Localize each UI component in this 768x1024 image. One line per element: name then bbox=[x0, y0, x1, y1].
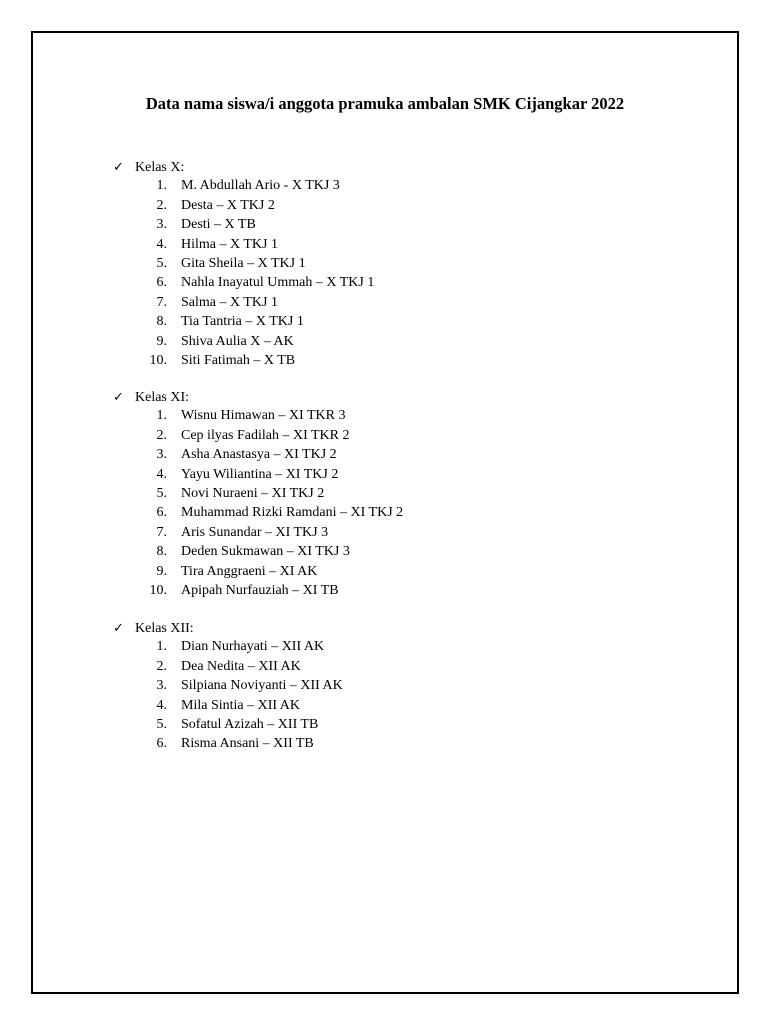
item-number: 7. bbox=[156, 524, 167, 540]
item-text: Hilma – X TKJ 1 bbox=[181, 236, 278, 252]
item-text: Siti Fatimah – X TB bbox=[181, 352, 296, 368]
item-text: Mila Sintia – XII AK bbox=[181, 697, 300, 713]
item-number: 4. bbox=[156, 236, 167, 252]
item-text: Asha Anastasya – XI TKJ 2 bbox=[181, 447, 337, 463]
item-text: Wisnu Himawan – XI TKR 3 bbox=[181, 408, 346, 424]
item-number: 5. bbox=[156, 485, 167, 501]
item-number: 9. bbox=[156, 333, 167, 349]
section-heading bbox=[113, 157, 184, 177]
section-heading-label: Kelas X: bbox=[135, 160, 185, 175]
item-number: 7. bbox=[156, 294, 167, 310]
item-number: 2. bbox=[156, 197, 167, 213]
document-title: Data nama siswa/i anggota pramuka ambalan SMK Cijangkar 2022 bbox=[145, 94, 625, 113]
checkmark-icon: ✓ bbox=[113, 620, 124, 635]
item-text: Sofatul Azizah – XII TB bbox=[181, 716, 319, 732]
item-text: Muhammad Rizki Ramdani – XI TKJ 2 bbox=[181, 505, 404, 521]
document-page bbox=[31, 31, 739, 994]
item-number: 4. bbox=[156, 466, 167, 482]
item-number: 6. bbox=[156, 505, 167, 521]
item-number: 10. bbox=[149, 582, 167, 598]
item-text: Tia Tantria – X TKJ 1 bbox=[181, 314, 304, 330]
item-text: Cep ilyas Fadilah – XI TKR 2 bbox=[181, 427, 350, 443]
item-number: 2. bbox=[156, 427, 167, 443]
item-text: Aris Sunandar – XI TKJ 3 bbox=[181, 524, 329, 540]
item-number: 8. bbox=[156, 314, 167, 330]
item-text: Apipah Nurfauziah – XI TB bbox=[181, 582, 339, 598]
item-text: Salma – X TKJ 1 bbox=[181, 294, 278, 310]
item-number: 1. bbox=[156, 408, 167, 424]
item-text: Nahla Inayatul Ummah – X TKJ 1 bbox=[181, 275, 375, 291]
item-number: 3. bbox=[156, 217, 167, 233]
section-heading bbox=[113, 387, 189, 407]
item-number: 4. bbox=[156, 697, 167, 713]
item-text: Desti – X TB bbox=[181, 217, 256, 233]
item-number: 5. bbox=[156, 255, 167, 271]
item-number: 1. bbox=[156, 639, 167, 655]
item-text: M. Abdullah Ario - X TKJ 3 bbox=[181, 178, 340, 194]
section-heading-label: Kelas XI: bbox=[135, 390, 190, 405]
item-text: Risma Ansani – XII TB bbox=[181, 736, 314, 752]
section-heading-label: Kelas XII: bbox=[135, 621, 194, 636]
checkmark-icon: ✓ bbox=[113, 389, 124, 404]
item-text: Yayu Wiliantina – XI TKJ 2 bbox=[181, 466, 339, 482]
item-number: 6. bbox=[156, 275, 167, 291]
item-number: 10. bbox=[149, 352, 167, 368]
section-heading bbox=[113, 618, 194, 638]
item-text: Silpiana Noviyanti – XII AK bbox=[181, 678, 343, 694]
item-text: Gita Sheila – X TKJ 1 bbox=[181, 255, 306, 271]
item-text: Dea Nedita – XII AK bbox=[181, 658, 301, 674]
item-number: 6. bbox=[156, 736, 167, 752]
item-text: Desta – X TKJ 2 bbox=[181, 197, 275, 213]
item-text: Novi Nuraeni – XI TKJ 2 bbox=[181, 485, 325, 501]
item-number: 3. bbox=[156, 678, 167, 694]
item-number: 8. bbox=[156, 544, 167, 560]
item-text: Dian Nurhayati – XII AK bbox=[181, 639, 325, 655]
item-number: 1. bbox=[156, 178, 167, 194]
item-number: 5. bbox=[156, 716, 167, 732]
item-text: Deden Sukmawan – XI TKJ 3 bbox=[181, 544, 350, 560]
item-number: 3. bbox=[156, 447, 167, 463]
item-number: 9. bbox=[156, 563, 167, 579]
item-text: Tira Anggraeni – XI AK bbox=[181, 563, 318, 579]
item-text: Shiva Aulia X – AK bbox=[181, 333, 294, 349]
checkmark-icon: ✓ bbox=[113, 159, 124, 174]
item-number: 2. bbox=[156, 658, 167, 674]
